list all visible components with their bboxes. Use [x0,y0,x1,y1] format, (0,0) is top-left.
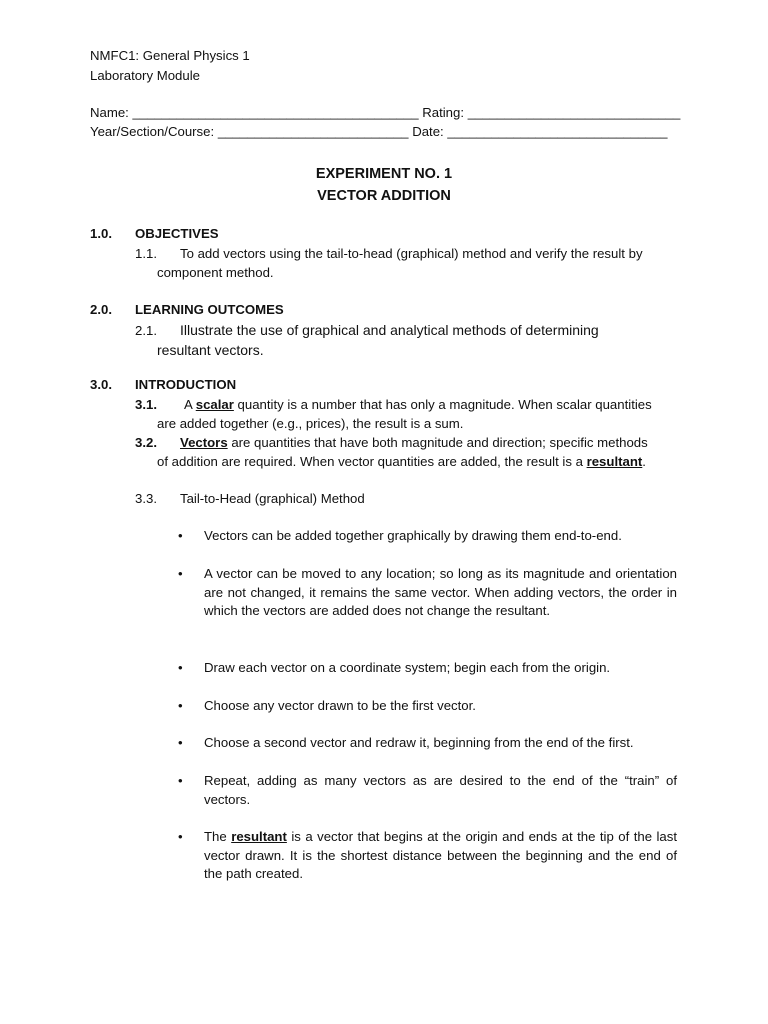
item-text: To add vectors using the tail-to-head (graphical) method and verify the result by [180,246,643,261]
outcome-2-1 [135,321,677,359]
list-item [180,565,677,621]
item-number: 2.1. [135,323,157,338]
item-text-continued: component method. [157,264,274,280]
list-item-text: Choose a second vector and redraw it, beginning from the end of the first. [204,735,634,750]
intro-3-1 [135,396,677,433]
course-title: NMFC1: General Physics 1 [90,48,250,63]
experiment-number: EXPERIMENT NO. 1 [315,166,453,182]
intro-3-3 [135,490,677,509]
document-header [90,46,250,86]
list-item [180,828,677,884]
bullet-icon: • [178,660,183,675]
bullet-icon: • [178,566,183,581]
item-text: Illustrate the use of graphical and analytical methods of determining [180,322,599,338]
objective-1-1 [135,245,677,282]
list-item-text: Choose any vector drawn to be the first vector. [204,698,476,713]
item-text: are quantities that have both magnitude and direction; specific methods [227,435,648,450]
section-1-number: 1.0. [90,226,112,241]
item-end: . [642,453,646,469]
experiment-title: VECTOR ADDITION [317,188,451,204]
name-label: Name: [90,105,129,120]
term-resultant: resultant [586,453,643,469]
item-text-continued [135,453,677,472]
item-text: quantity is a number that has only a magnitude. When scalar quantities [233,397,652,412]
item-text-continued: resultant vectors. [157,341,264,358]
item-text-b: of addition are required. When vector quantities are added, the result is a [157,453,587,469]
list-item [180,659,677,678]
module-title: Laboratory Module [90,68,200,83]
section-3-title: INTRODUCTION [135,377,237,392]
list-item [180,772,677,809]
item-number: 1.1. [135,246,157,261]
list-item [180,527,677,546]
text-pre: The [204,829,232,844]
list-item-text: Repeat, adding as many vectors as are desired to the end of the “train” of vectors. [204,773,677,807]
ysc-date-row [90,122,667,141]
list-item [180,697,677,716]
ysc-field[interactable]: __________________________ [217,124,409,139]
term-scalar: scalar [195,397,234,412]
section-3-number: 3.0. [90,377,112,392]
bullet-icon: • [178,735,183,750]
name-field[interactable]: _______________________________________ [132,105,419,120]
rating-label: Rating: [422,105,465,120]
section-1-title: OBJECTIVES [135,226,219,241]
item-number: 3.1. [135,397,157,412]
date-label: Date: [412,124,444,139]
list-item-text: A vector can be moved to any location; so long as its magnitude and orientation are not changed, it remains the same vector. When adding vectors, the order in which the vectors are added does not change the resultant. [204,566,677,619]
list-item [180,734,677,753]
subsection-title: Tail-to-Head (graphical) Method [180,491,365,506]
bullet-icon: • [178,698,183,713]
bullet-icon: • [178,528,183,543]
item-number: 3.2. [135,435,157,450]
list-item-text: Vectors can be added together graphically by drawing them end-to-end. [204,528,622,543]
bullet-icon: • [178,773,183,788]
rating-field[interactable]: _____________________________ [467,105,681,120]
term-vectors: Vectors [180,435,228,450]
list-item-text [204,828,677,884]
intro-3-2 [135,434,677,471]
list-item-text: Draw each vector on a coordinate system; begin each from the origin. [204,660,611,675]
item-number: 3.3. [135,491,157,506]
bullet-icon: • [178,829,183,844]
item-text-continued: are added together (e.g., prices), the result is a sum. [157,415,464,431]
text-rest: is a vector that begins at the origin and ends at the tip of the last vector drawn. It is the shortest distance between the beginning and the end of the path created. [204,829,678,882]
name-rating-row [90,103,680,122]
section-2-number: 2.0. [90,302,112,317]
ysc-label: Year/Section/Course: [90,124,215,139]
item-text-pre: A [184,397,196,412]
term-resultant: resultant [231,829,287,844]
date-field[interactable]: ______________________________ [447,124,668,139]
section-2-title: LEARNING OUTCOMES [135,302,284,317]
